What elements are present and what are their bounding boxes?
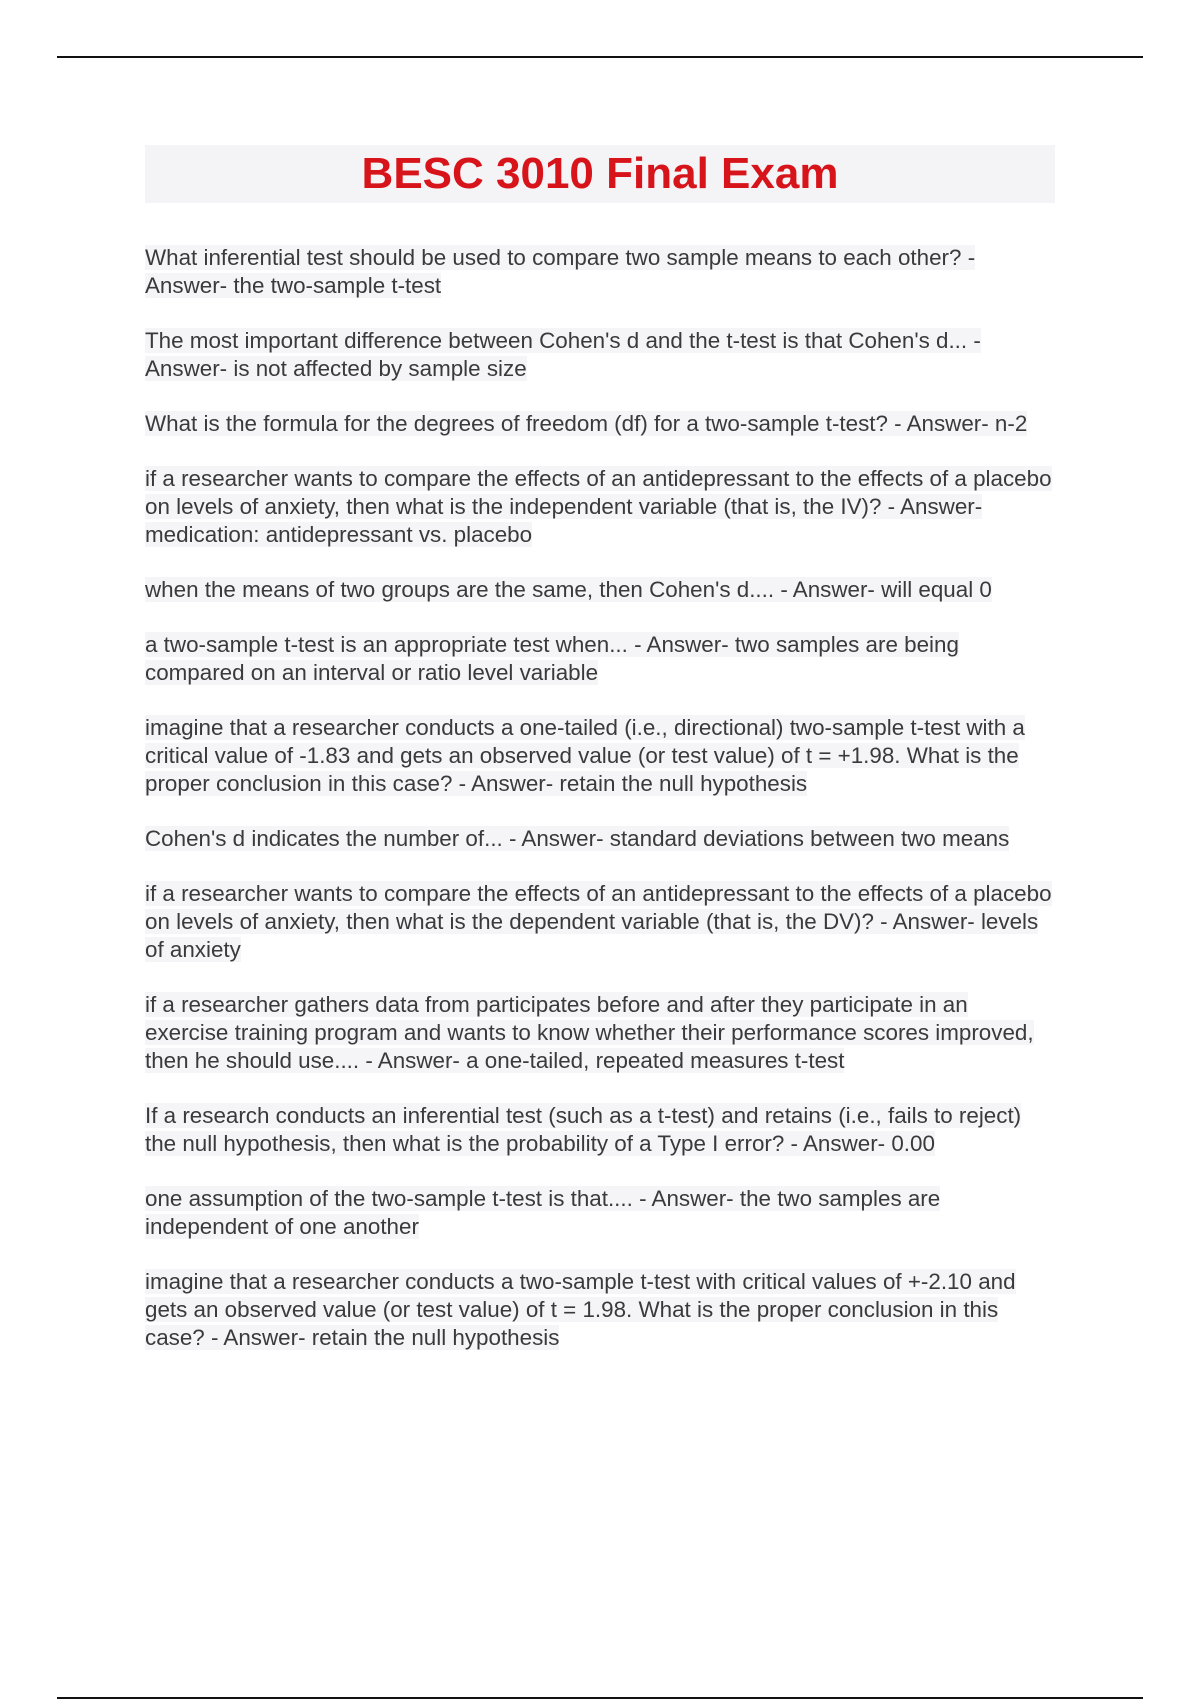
- title-band: [145, 145, 1055, 203]
- qa-item: [145, 631, 1055, 687]
- qa-item: [145, 825, 1055, 853]
- qa-text: when the means of two groups are the same, then Cohen's d.... - Answer- will equal 0: [145, 577, 992, 602]
- qa-item: [145, 465, 1055, 549]
- qa-item: [145, 880, 1055, 964]
- bottom-rule: [57, 1697, 1143, 1699]
- qa-text: The most important difference between Cohen's d and the t-test is that Cohen's d... - Answer- is not affected by sample size: [145, 328, 981, 381]
- qa-item: [145, 327, 1055, 383]
- qa-text: What inferential test should be used to compare two sample means to each other? - Answer- the two-sample t-test: [145, 245, 976, 298]
- top-rule: [57, 56, 1143, 58]
- qa-text: What is the formula for the degrees of freedom (df) for a two-sample t-test? - Answer- n-2: [145, 411, 1028, 436]
- qa-list: [145, 244, 1055, 1379]
- qa-text: if a researcher gathers data from participates before and after they participate in an exercise training program and wants to know whether their performance scores improved, then he should use.... - Answer- a one-tailed, repeated measures t-test: [145, 992, 1034, 1073]
- qa-item: [145, 410, 1055, 438]
- qa-text: imagine that a researcher conducts a two-sample t-test with critical values of +-2.10 and gets an observed value (or test value) of t = 1.98. What is the proper conclusion in this case? - Answer- retain the null hypothesis: [145, 1269, 1016, 1350]
- qa-text: a two-sample t-test is an appropriate test when... - Answer- two samples are being compared on an interval or ratio level variable: [145, 632, 959, 685]
- qa-text: Cohen's d indicates the number of... - Answer- standard deviations between two means: [145, 826, 1010, 851]
- qa-item: [145, 244, 1055, 300]
- qa-item: [145, 576, 1055, 604]
- qa-item: [145, 1185, 1055, 1241]
- qa-text: one assumption of the two-sample t-test is that.... - Answer- the two samples are independent of one another: [145, 1186, 941, 1239]
- qa-item: [145, 714, 1055, 798]
- qa-item: [145, 1102, 1055, 1158]
- qa-text: if a researcher wants to compare the effects of an antidepressant to the effects of a placebo on levels of anxiety, then what is the independent variable (that is, the IV)? - Answer- medication: antidepressant vs. placebo: [145, 466, 1052, 547]
- qa-item: [145, 1268, 1055, 1352]
- qa-text: If a research conducts an inferential test (such as a t-test) and retains (i.e., fails to reject) the null hypothesis, then what is the probability of a Type I error? - Answer- 0.00: [145, 1103, 1022, 1156]
- qa-item: [145, 991, 1055, 1075]
- qa-text: if a researcher wants to compare the effects of an antidepressant to the effects of a placebo on levels of anxiety, then what is the dependent variable (that is, the DV)? - Answer- levels of anxiety: [145, 881, 1052, 962]
- qa-text: imagine that a researcher conducts a one-tailed (i.e., directional) two-sample t-test with a critical value of -1.83 and gets an observed value (or test value) of t = +1.98. What is the proper conclusion in this case? - Answer- retain the null hypothesis: [145, 715, 1025, 796]
- document-title: BESC 3010 Final Exam: [361, 149, 839, 198]
